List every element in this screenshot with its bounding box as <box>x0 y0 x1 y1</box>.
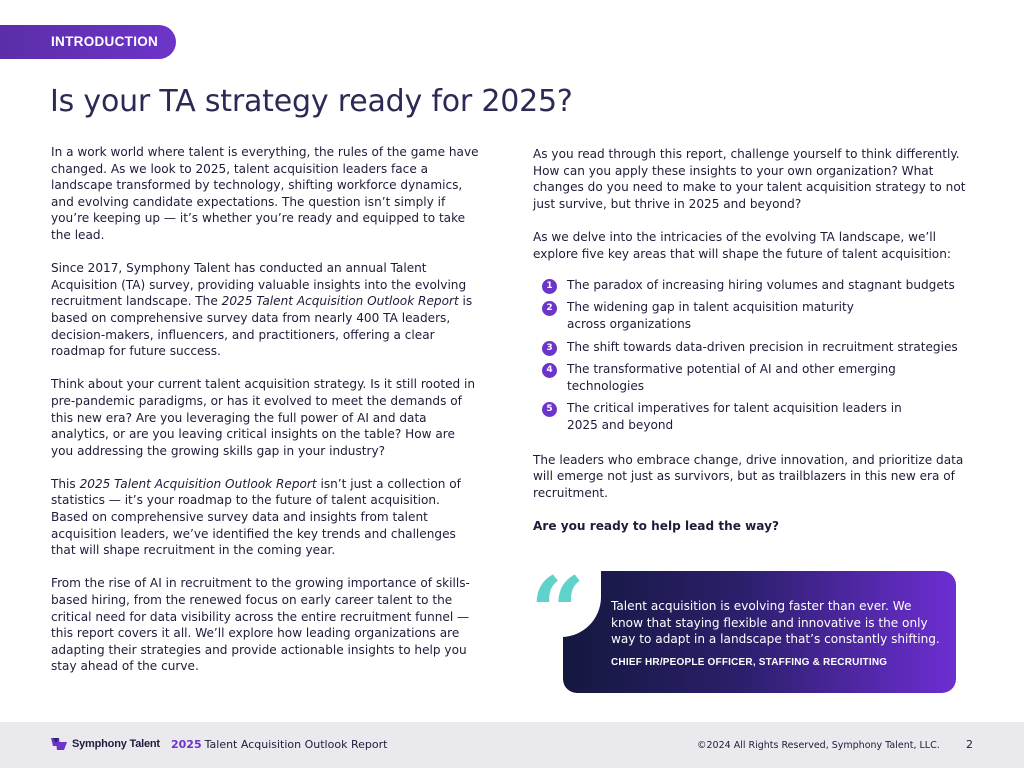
challenge-paragraph: As you read through this report, challenge yourself to think differently. How can you apply these insights to your own organization? What changes do you need to make to your talent acquisition strategy to not just survive, but thrive in 2025 and beyond? <box>533 147 966 211</box>
key-areas-list <box>533 277 973 434</box>
report-year: 2025 <box>171 738 202 751</box>
list-item-text: The widening gap in talent acquisition maturity across organizations <box>567 300 854 331</box>
logo-text: Symphony Talent <box>72 738 160 750</box>
quote-text: Talent acquisition is evolving faster than ever. We know that staying flexible and innovative is the only way to adapt in a landscape that’s constantly shifting. <box>611 599 940 647</box>
report-name-italic: 2025 Talent Acquisition Outlook Report <box>79 476 317 491</box>
list-item-text: The shift towards data-driven precision in recruitment strategies <box>567 339 958 354</box>
section-tag: INTRODUCTION <box>0 25 176 59</box>
list-item <box>533 361 913 394</box>
intro-paragraph-5: From the rise of AI in recruitment to the growing importance of skills-based hiring, from the renewed focus on early career talent to the critical need for data visibility across the entire recruitment funnel — this report covers it all. We’ll explore how leading organizations are adapting their strategies and provide actionable insights to help you stay ahead of the curve. <box>51 576 470 674</box>
paragraph-text: is based on comprehensive survey data from nearly 400 TA leaders, decision-makers, influencers, and practitioners, offering a clear roadmap for future success. <box>51 294 473 359</box>
list-item <box>533 400 913 433</box>
paragraph-text: Since 2017, Symphony Talent has conducted an annual Talent Acquisition (TA) survey, providing valuable insights into the evolving recruitment landscape. The <box>51 261 467 309</box>
call-to-action-text: Are you ready to help lead the way? <box>533 518 779 533</box>
page-title: Is your TA strategy ready for 2025? <box>50 84 573 119</box>
intro-paragraph-2 <box>51 260 479 360</box>
quote-attribution: CHIEF HR/PEOPLE OFFICER, STAFFING & RECRUITING <box>611 657 888 668</box>
page-number: 2 <box>966 738 973 751</box>
list-item-text: The transformative potential of AI and other emerging technologies <box>567 362 896 393</box>
right-column <box>533 146 973 551</box>
symphony-talent-logo <box>51 737 160 751</box>
number-badge: 2 <box>542 301 557 316</box>
list-item-text: The critical imperatives for talent acquisition leaders in 2025 and beyond <box>567 401 902 432</box>
leaders-paragraph: The leaders who embrace change, drive innovation, and prioritize data will emerge not just as survivors, but as trailblazers in this new era of recruitment. <box>533 452 964 500</box>
list-item-text: The paradox of increasing hiring volumes and stagnant budgets <box>567 277 955 292</box>
left-column <box>51 144 479 675</box>
list-item <box>533 277 973 294</box>
report-name-italic: 2025 Talent Acquisition Outlook Report <box>221 294 459 309</box>
list-item <box>533 339 973 356</box>
number-badge: 5 <box>542 402 557 417</box>
paragraph-text: This <box>51 476 80 491</box>
intro-paragraph-3: Think about your current talent acquisition strategy. Is it still rooted in pre-pandemic paradigms, or has it evolved to meet the demands of this new era? Are you leveraging the full power of AI and data analytics, or are you leaving critical insights on the table? How are you addressing the growing skills gap in your industry? <box>51 377 476 458</box>
logo-mark-icon <box>51 737 68 751</box>
number-badge: 1 <box>542 279 557 294</box>
list-item <box>533 299 873 332</box>
number-badge: 4 <box>542 363 557 378</box>
quote-mark-icon: “ <box>530 556 586 669</box>
report-title <box>171 738 387 751</box>
paragraph-text: isn’t just a collection of statistics — it’s your roadmap to the future of talent acquisition. Based on comprehensive survey data and insights from talent acquisition leaders, we’ve identified the key trends and challenges that will shape recruitment in the coming year. <box>51 476 461 558</box>
report-name: Talent Acquisition Outlook Report <box>204 738 388 751</box>
number-badge: 3 <box>542 341 557 356</box>
key-areas-intro: As we delve into the intricacies of the evolving TA landscape, we’ll explore five key areas that will shape the future of talent acquisition: <box>533 229 951 261</box>
intro-paragraph-4 <box>51 476 479 559</box>
intro-paragraph-1: In a work world where talent is everything, the rules of the game have changed. As we look to 2025, talent acquisition leaders face a landscape transformed by technology, shifting workforce dynamics, and evolving candidate expectations. The question isn’t simply if you’re keeping up — it’s whether you’re ready and equipped to take the lead. <box>51 145 479 242</box>
copyright-text: ©2024 All Rights Reserved, Symphony Talent, LLC. <box>697 740 940 751</box>
